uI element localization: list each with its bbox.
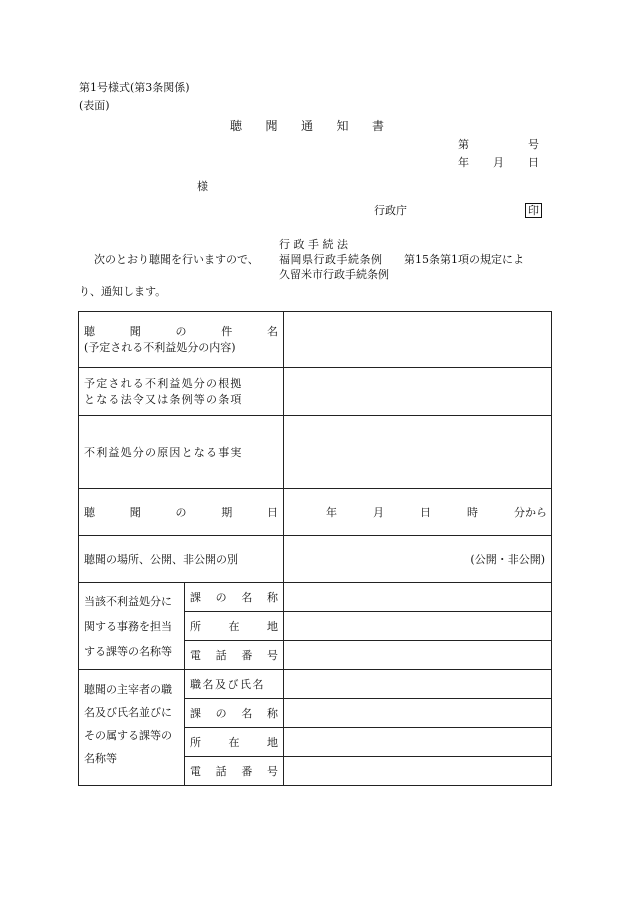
document-title: 聴 聞 通 知 書 <box>230 119 384 133</box>
form-side: (表面) <box>79 99 110 112</box>
presider-division-value[interactable] <box>284 699 552 728</box>
presider-name-value[interactable] <box>284 670 552 699</box>
basis-label: 予定される不利益処分の根拠 となる法令又は条例等の条項 <box>79 368 284 416</box>
date-value[interactable]: 年 月 日 時 分から <box>284 489 552 536</box>
dept-division-label: 課 の 名 称 <box>185 583 284 612</box>
presider-phone-value[interactable] <box>284 757 552 786</box>
subject-value[interactable] <box>284 312 552 368</box>
basis-row <box>79 368 552 416</box>
place-row <box>79 536 552 583</box>
law-line-1: 行 政 手 続 法 <box>279 238 348 251</box>
hearing-form-table <box>78 311 552 786</box>
intro-continuation: り、通知します。 <box>79 285 167 298</box>
dept-address-value[interactable] <box>284 612 552 641</box>
recipient-suffix: 様 <box>197 180 208 193</box>
issuing-agency: 行政庁 <box>374 204 407 217</box>
place-value[interactable]: (公開・非公開) <box>284 536 552 583</box>
presider-address-value[interactable] <box>284 728 552 757</box>
basis-value[interactable] <box>284 368 552 416</box>
date-row <box>79 489 552 536</box>
intro-prefix: 次のとおり聴聞を行いますので、 <box>94 253 259 266</box>
dept-phone-label: 電 話 番 号 <box>185 641 284 670</box>
dept-phone-value[interactable] <box>284 641 552 670</box>
presider-name-label: 職名及び氏名 <box>185 670 284 699</box>
presider-label: 聴聞の主宰者の職 名及び氏名並びに その属する課等の 名称等 <box>79 670 185 786</box>
document-number: 第 号 <box>458 138 539 151</box>
subject-label: 聴 聞 の 件 名 (予定される不利益処分の内容) <box>79 312 284 368</box>
dept-division-value[interactable] <box>284 583 552 612</box>
cause-label: 不利益処分の原因となる事実 <box>79 416 284 489</box>
form-number: 第1号様式(第3条関係) <box>79 81 190 94</box>
intro-suffix: 第15条第1項の規定によ <box>404 253 524 266</box>
dept-row-1 <box>79 583 552 612</box>
cause-row <box>79 416 552 489</box>
seal-mark: 印 <box>525 203 542 218</box>
law-line-2: 福岡県行政手続条例 <box>279 253 383 266</box>
presider-address-label: 所 在 地 <box>185 728 284 757</box>
document-date: 年 月 日 <box>458 156 539 169</box>
law-line-3: 久留米市行政手続条例 <box>279 268 389 281</box>
dept-address-label: 所 在 地 <box>185 612 284 641</box>
presider-row-1 <box>79 670 552 699</box>
dept-label: 当該不利益処分に 関する事務を担当 する課等の名称等 <box>79 583 185 670</box>
cause-value[interactable] <box>284 416 552 489</box>
presider-division-label: 課 の 名 称 <box>185 699 284 728</box>
place-label: 聴聞の場所、公開、非公開の別 <box>79 536 284 583</box>
subject-row <box>79 312 552 368</box>
date-label: 聴 聞 の 期 日 <box>79 489 284 536</box>
presider-phone-label: 電 話 番 号 <box>185 757 284 786</box>
